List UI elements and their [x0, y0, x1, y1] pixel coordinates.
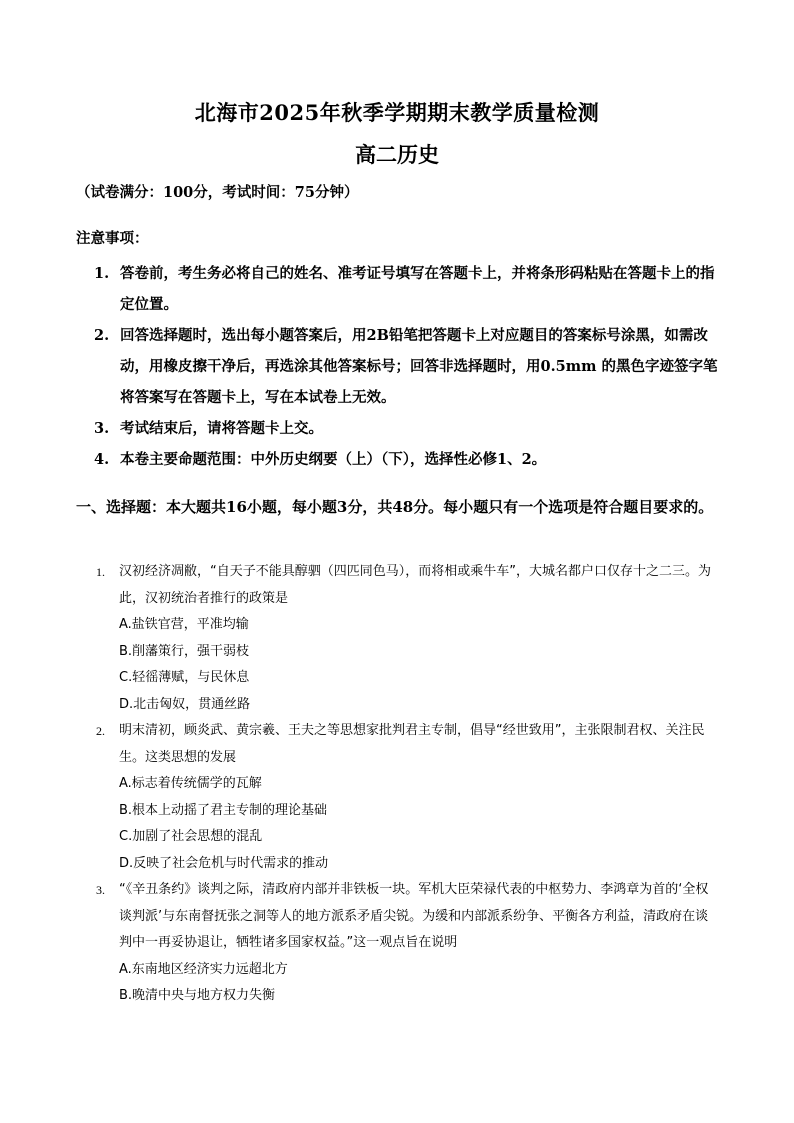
- notice-item: [94, 258, 718, 320]
- question: [96, 877, 718, 1010]
- notice-number: 2.: [94, 327, 110, 344]
- option-a[interactable]: A.盐铁官营，平准均输: [119, 617, 249, 632]
- exam-info: （试卷满分：100分，考试时间：75分钟）: [76, 184, 359, 201]
- question-stem: 汉初经济凋敝，“自天子不能具醇驷（四匹同色马），而将相或乘牛车”，大城名都户口仅存十之二三。为此，汉初统治者推行的政策是: [119, 564, 711, 606]
- question: [96, 559, 718, 718]
- option-c[interactable]: C.加剧了社会思想的混乱: [119, 829, 263, 844]
- notice-item: [94, 444, 718, 475]
- notice-number: 4.: [94, 451, 110, 468]
- option-a[interactable]: A.东南地区经济实力远超北方: [119, 961, 288, 977]
- option-a[interactable]: A.标志着传统儒学的瓦解: [119, 776, 262, 791]
- notice-text: 考试结束后，请将答题卡上交。: [120, 420, 323, 437]
- section-heading: 一、选择题：本大题共16小题，每小题3分，共48分。每小题只有一个选项是符合题目要求的。: [76, 498, 714, 516]
- notice-heading: 注意事项：: [76, 230, 149, 247]
- question: [96, 718, 718, 877]
- option-b[interactable]: B.根本上动摇了君主专制的理论基础: [119, 802, 328, 818]
- option-c[interactable]: C.轻徭薄赋，与民休息: [119, 670, 250, 685]
- question-number: 3.: [96, 883, 105, 897]
- notice-text: 回答选择题时，选出每小题答案后，用2B铅笔把答题卡上对应题目的答案标号涂黑，如需改动，用橡皮擦干净后，再选涂其他答案标号；回答非选择题时，用0.5mm 的黑色字迹签字笔将答案写在答题卡上，写在本试卷上无效。: [120, 327, 718, 406]
- exam-title: 北海市2025年秋季学期期末教学质量检测: [194, 100, 600, 125]
- notice-item: [94, 320, 718, 413]
- notice-text: 本卷主要命题范围：中外历史纲要（上）（下），选择性必修1、2。: [120, 451, 547, 468]
- question-list: [96, 559, 718, 1010]
- question-number: 1.: [96, 565, 105, 579]
- notice-item: [94, 413, 718, 444]
- option-d[interactable]: D.反映了社会危机与时代需求的推动: [119, 855, 329, 871]
- notice-text: 答卷前，考生务必将自己的姓名、准考证号填写在答题卡上，并将条形码粘贴在答题卡上的指定位置。: [120, 265, 715, 313]
- question-stem: 明末清初，顾炎武、黄宗羲、王夫之等思想家批判君主专制，倡导“经世致用”，主张限制君权、关注民生。这类思想的发展: [119, 723, 705, 765]
- option-d[interactable]: D.北击匈奴，贯通丝路: [119, 696, 251, 712]
- option-b[interactable]: B.晚清中央与地方权力失衡: [119, 988, 276, 1003]
- exam-subject: 高二历史: [355, 142, 439, 167]
- notice-number: 3.: [94, 420, 110, 437]
- notice-list: [94, 258, 718, 475]
- question-number: 2.: [96, 724, 105, 738]
- question-stem: “《辛丑条约》谈判之际，清政府内部并非铁板一块。军机大臣荣禄代表的中枢势力、李鸿章为首的‘全权谈判派’与东南督抚张之洞等人的地方派系矛盾尖锐。为缓和内部派系纷争、平衡各方利益，清政府在谈判中一再妥协退让，牺牲诸多国家权益。”这一观点旨在说明: [119, 882, 709, 950]
- notice-number: 1.: [94, 265, 110, 282]
- option-b[interactable]: B.削藩策行，强干弱枝: [119, 643, 250, 659]
